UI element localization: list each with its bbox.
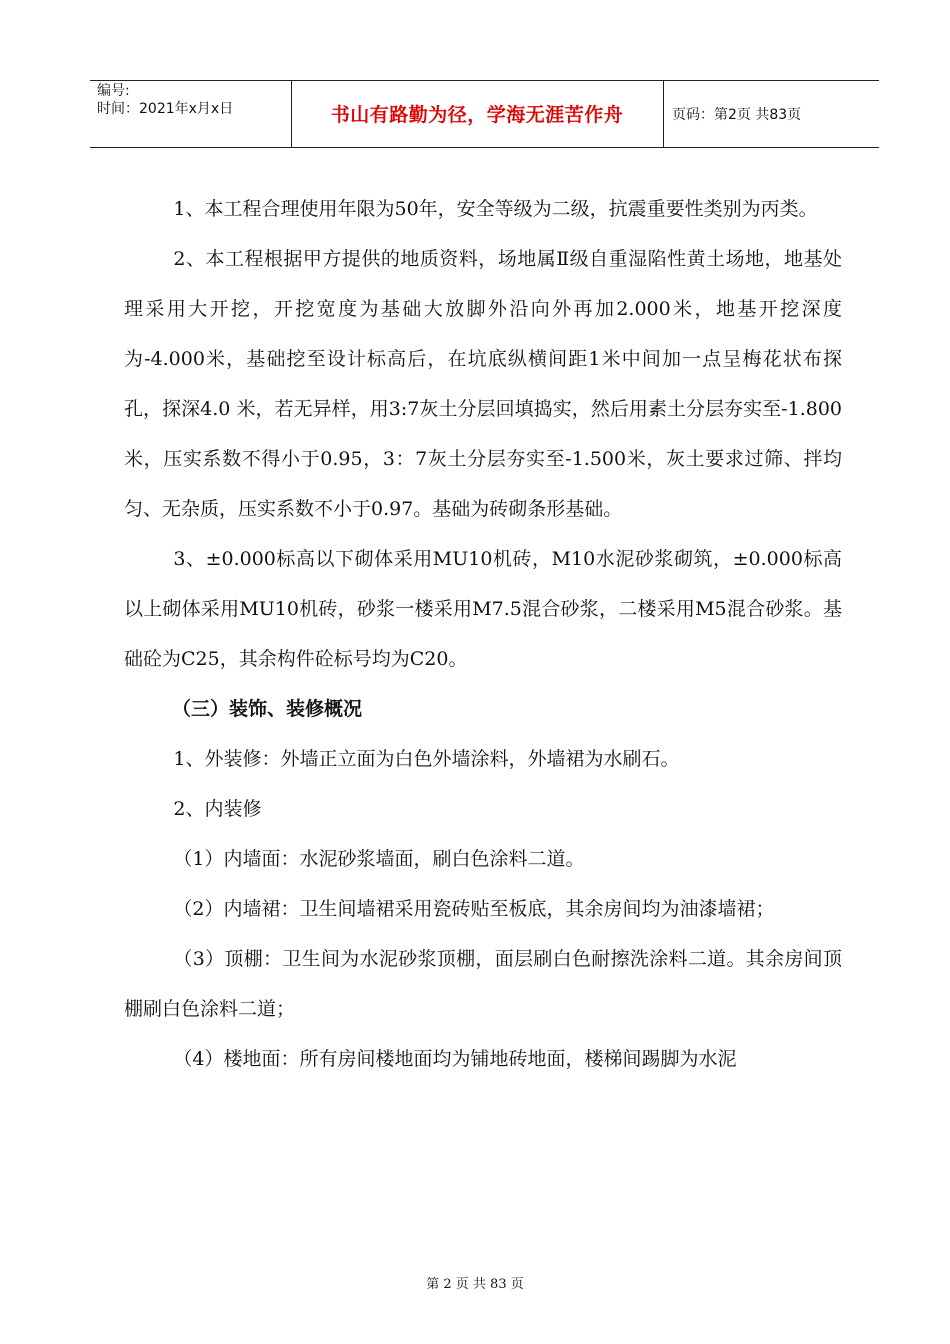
item-floor: （4）楼地面：所有房间楼地面均为铺地砖地面，楼梯间踢脚为水泥	[173, 1048, 737, 1070]
header-motto: 书山有路勤为径，学海无涯苦作舟	[330, 104, 624, 126]
document-body	[124, 184, 842, 1084]
header-bottom-rule	[90, 147, 879, 148]
header-top-rule	[90, 80, 879, 81]
header-meta	[97, 82, 233, 118]
header-page-label: 页码：第2页 共83页	[672, 107, 802, 123]
item-wainscot: （2）内墙裙：卫生间墙裙采用瓷砖贴至板底，其余房间均为油漆墙裙；	[173, 898, 775, 920]
item-exterior: 1、外装修：外墙正立面为白色外墙涂料，外墙裙为水刷石。	[173, 748, 680, 770]
item-inner-wall: （1）内墙面：水泥砂浆墙面，刷白色涂料二道。	[173, 848, 585, 870]
paragraph-2: 2、本工程根据甲方提供的地质资料，场地属Ⅱ级自重湿陷性黄土场地，地基处理采用大开挖，开挖宽度为基础大放脚外沿向外再加2.000米，地基开挖深度为-4.000米，基础挖至设计标高后，在坑底纵横间距1米中间加一点呈梅花状布探孔，探深4.0 米，若无异样，用3:7灰土分层回填捣实，然后用素土分层夯实至-1.800米，压实系数不得小于0.95，3：7灰土分层夯实至-1.500米，灰土要求过筛、拌均匀、无杂质，压实系数不小于0.97。基础为砖砌条形基础。	[124, 248, 842, 520]
header-code-label: 编号:	[97, 83, 130, 99]
paragraph-3: 3、±0.000标高以下砌体采用MU10机砖，M10水泥砂浆砌筑，±0.000标高以上砌体采用MU10机砖，砂浆一楼采用M7.5混合砂浆，二楼采用M5混合砂浆。基础砼为C25，其余构件砼标号均为C20。	[124, 548, 842, 670]
paragraph-1: 1、本工程合理使用年限为50年，安全等级为二级，抗震重要性类别为丙类。	[173, 198, 818, 220]
section-title: （三）装饰、装修概况	[172, 698, 363, 720]
header-divider-right	[663, 80, 664, 147]
page-footer: 第 2 页 共 83 页	[426, 1277, 524, 1292]
item-ceiling: （3）顶棚：卫生间为水泥砂浆顶棚，面层刷白色耐擦洗涂料二道。其余房间顶棚刷白色涂料二道；	[124, 948, 842, 1020]
item-interior: 2、内装修	[173, 798, 262, 820]
header-time-label: 时间：2021年x月x日	[97, 101, 234, 117]
